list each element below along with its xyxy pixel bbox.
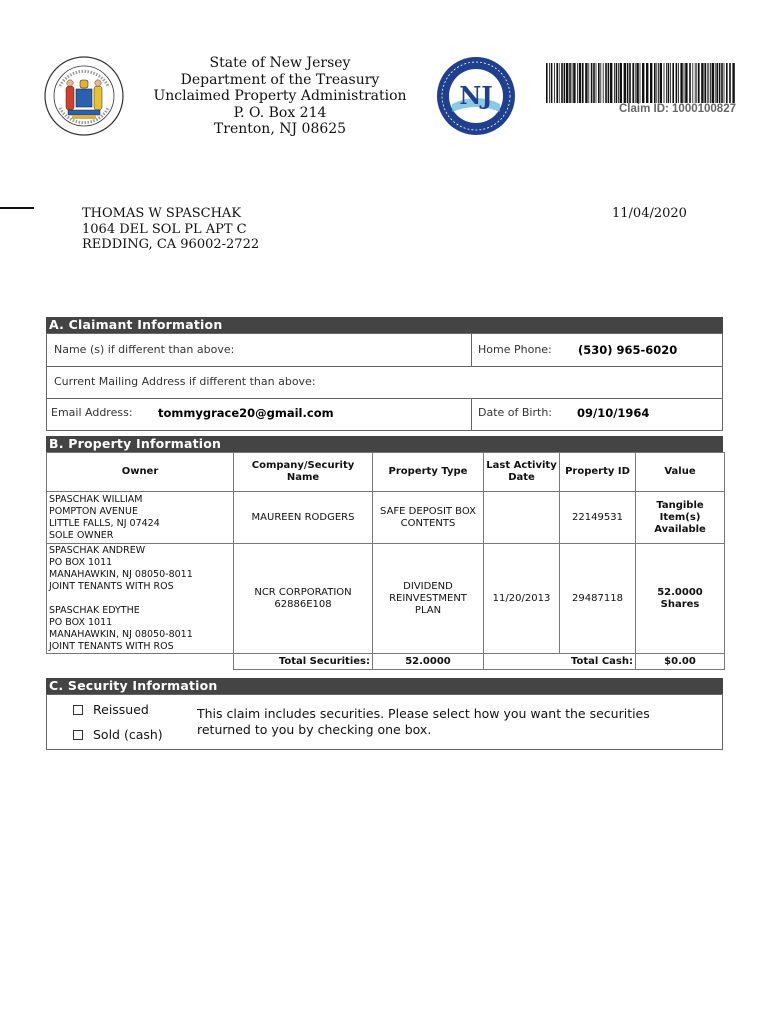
barcode-bar <box>721 63 723 103</box>
owner-line: SPASCHAK EDYTHE <box>49 604 140 616</box>
property-id-cell: 22149531 <box>560 492 636 544</box>
col-last-activity: Last Activity Date <box>484 453 560 492</box>
barcode-bar <box>666 63 667 103</box>
barcode-bar <box>572 63 573 103</box>
owner-line: PO BOX 1011 <box>49 556 113 568</box>
barcode-bar <box>724 63 725 103</box>
sold-label: Sold (cash) <box>93 727 163 742</box>
barcode-bar <box>696 63 697 103</box>
barcode-bar <box>591 63 593 103</box>
claimant-info-box <box>46 333 723 431</box>
barcode-bar <box>656 63 657 103</box>
barcode-bar <box>598 63 600 103</box>
letter-date: 11/04/2020 <box>612 206 687 221</box>
value-cell: Tangible Item(s) Available <box>636 492 725 544</box>
fold-mark <box>0 207 34 209</box>
barcode-bar <box>660 63 662 103</box>
owner-line: LITTLE FALLS, NJ 07424 <box>49 517 160 529</box>
col-property-id: Property ID <box>560 453 636 492</box>
barcode-bar <box>588 63 589 103</box>
col-divider <box>471 334 472 366</box>
agency-line-5: Trenton, NJ 08625 <box>213 121 347 138</box>
barcode-bar <box>605 63 607 103</box>
home-phone-value: (530) 965-6020 <box>578 343 678 357</box>
reissued-checkbox[interactable] <box>73 705 83 715</box>
security-info-box <box>46 694 723 750</box>
barcode-bar <box>569 63 571 103</box>
reissued-label: Reissued <box>93 702 149 717</box>
col-divider <box>471 398 472 430</box>
unclaimed-property-logo <box>436 56 516 136</box>
barcode-bar <box>695 63 696 103</box>
barcode-bar <box>646 63 648 103</box>
option-reissued[interactable] <box>73 702 149 717</box>
owner-line: MANAHAWKIN, NJ 08050-8011 <box>49 628 193 640</box>
agency-line-1: State of New Jersey <box>209 55 351 71</box>
agency-address-block <box>140 55 420 138</box>
dob-value: 09/10/1964 <box>577 406 650 420</box>
owner-line: POMPTON AVENUE <box>49 505 138 517</box>
recipient-address <box>82 206 259 253</box>
barcode-bar <box>684 63 685 103</box>
company-cell: NCR CORPORATION 62886E108 <box>234 544 373 654</box>
barcode-bar <box>668 63 670 103</box>
barcode-bar <box>546 63 548 103</box>
barcode-bar <box>692 63 693 103</box>
barcode-bar <box>650 63 652 103</box>
barcode-bar <box>608 63 610 103</box>
name-label: Name (s) if different than above: <box>54 343 235 356</box>
barcode-bar <box>704 63 706 103</box>
barcode-bar <box>654 63 656 103</box>
barcode-bar <box>678 63 679 103</box>
owner-cell <box>47 544 234 654</box>
barcode-bar <box>636 63 638 103</box>
col-value: Value <box>636 453 725 492</box>
property-id-cell: 29487118 <box>560 544 636 654</box>
owner-line-spacer <box>49 593 231 605</box>
barcode-bar <box>642 63 644 103</box>
barcode-bar <box>707 63 708 103</box>
barcode-bar <box>582 63 584 103</box>
section-a-header: A. Claimant Information <box>46 317 723 333</box>
barcode-bar <box>614 63 615 103</box>
barcode-bar <box>573 63 575 103</box>
barcode-bar <box>618 63 619 103</box>
total-securities-value: 52.0000 <box>373 654 484 670</box>
barcode-bar <box>640 63 641 103</box>
barcode-bar <box>680 63 682 103</box>
last-activity-cell <box>484 492 560 544</box>
property-type-cell: DIVIDEND REINVESTMENT PLAN <box>373 544 484 654</box>
barcode-bar <box>624 63 626 103</box>
totals-row <box>47 654 725 670</box>
agency-line-4: P. O. Box 214 <box>233 104 327 121</box>
barcode-bar <box>603 63 604 103</box>
mailing-address-label: Current Mailing Address if different than above: <box>54 375 316 388</box>
barcode-bar <box>689 63 691 103</box>
row-divider <box>47 398 722 399</box>
barcode-bar <box>632 63 634 103</box>
barcode-bar <box>596 63 597 103</box>
barcode-bar <box>616 63 618 103</box>
barcode-bar <box>549 63 550 103</box>
owner-line: JOINT TENANTS WITH ROS <box>49 580 174 592</box>
dob-label: Date of Birth: <box>478 406 553 419</box>
barcode-bar <box>715 63 716 103</box>
email-value: tommygrace20@gmail.com <box>158 406 334 420</box>
state-seal-logo <box>44 56 124 136</box>
barcode-bar <box>610 63 612 103</box>
home-phone-label: Home Phone: <box>478 343 552 356</box>
owner-line: JOINT TENANTS WITH ROS <box>49 640 174 652</box>
barcode-bar <box>593 63 595 103</box>
barcode-bar <box>712 63 714 103</box>
barcode-bar <box>701 63 703 103</box>
barcode-bar <box>658 63 659 103</box>
barcode-bar <box>676 63 678 103</box>
owner-line: MANAHAWKIN, NJ 08050-8011 <box>49 568 193 580</box>
barcode-bar <box>726 63 728 103</box>
value-cell: 52.0000 Shares <box>636 544 725 654</box>
barcode-bar <box>710 63 711 103</box>
barcode-bar <box>579 63 581 103</box>
barcode-bar <box>670 63 671 103</box>
barcode-bar <box>708 63 709 103</box>
owner-line: SPASCHAK ANDREW <box>49 544 146 556</box>
row-divider <box>47 366 722 367</box>
barcode-bar <box>629 63 631 103</box>
barcode-bar <box>577 63 578 103</box>
barcode-bar <box>559 63 560 103</box>
barcode-bar <box>698 63 700 103</box>
table-header-row <box>47 453 725 492</box>
recipient-street: 1064 DEL SOL PL APT C <box>82 221 247 237</box>
email-label: Email Address: <box>51 406 133 419</box>
claim-id: Claim ID: 1000100827 <box>619 103 736 115</box>
section-b-header: B. Property Information <box>46 436 723 452</box>
total-cash-label: Total Cash: <box>484 654 636 670</box>
table-row <box>47 492 725 544</box>
security-instruction: This claim includes securities. Please select how you want the securities returned to you by checking one box. <box>197 706 650 737</box>
barcode-bar <box>719 63 721 103</box>
barcode-bar <box>732 63 734 103</box>
barcode-bar <box>685 63 687 103</box>
seal-nj-text: NJ <box>459 81 493 110</box>
barcode-bar <box>556 63 558 103</box>
barcode-bar <box>585 63 587 103</box>
table-row <box>47 544 725 654</box>
property-table <box>46 452 725 670</box>
barcode-bar <box>672 63 674 103</box>
barcode-bar <box>566 63 568 103</box>
recipient-city: REDDING, CA 96002-2722 <box>82 237 260 252</box>
barcode-bar <box>664 63 665 103</box>
property-type-cell: SAFE DEPOSIT BOX CONTENTS <box>373 492 484 544</box>
agency-line-3: Unclaimed Property Administration <box>153 88 407 105</box>
option-sold[interactable] <box>73 727 163 742</box>
barcode-bar <box>729 63 731 103</box>
barcode-bar <box>635 63 636 103</box>
total-cash-value: $0.00 <box>636 654 725 670</box>
barcode-image <box>546 63 736 103</box>
barcode-bar <box>627 63 629 103</box>
barcode-bar <box>564 63 566 103</box>
agency-line-2: Department of the Treasury <box>180 71 380 88</box>
last-activity-cell: 11/20/2013 <box>484 544 560 654</box>
barcode-bar <box>551 63 553 103</box>
col-owner: Owner <box>47 453 234 492</box>
sold-checkbox[interactable] <box>73 730 83 740</box>
barcode-bar <box>620 63 622 103</box>
col-company: Company/Security Name <box>234 453 373 492</box>
col-property-type: Property Type <box>373 453 484 492</box>
company-cell: MAUREEN RODGERS <box>234 492 373 544</box>
barcode-bar <box>561 63 563 103</box>
owner-line: PO BOX 1011 <box>49 616 113 628</box>
recipient-name: THOMAS W SPASCHAK <box>82 206 242 221</box>
total-securities-label: Total Securities: <box>234 654 373 670</box>
owner-line: SPASCHAK WILLIAM <box>49 493 143 505</box>
owner-cell <box>47 492 234 544</box>
barcode-bar <box>716 63 718 103</box>
owner-line: SOLE OWNER <box>49 529 114 541</box>
barcode-bar <box>600 63 601 103</box>
barcode-bar <box>554 63 555 103</box>
section-c-header: C. Security Information <box>46 678 723 694</box>
